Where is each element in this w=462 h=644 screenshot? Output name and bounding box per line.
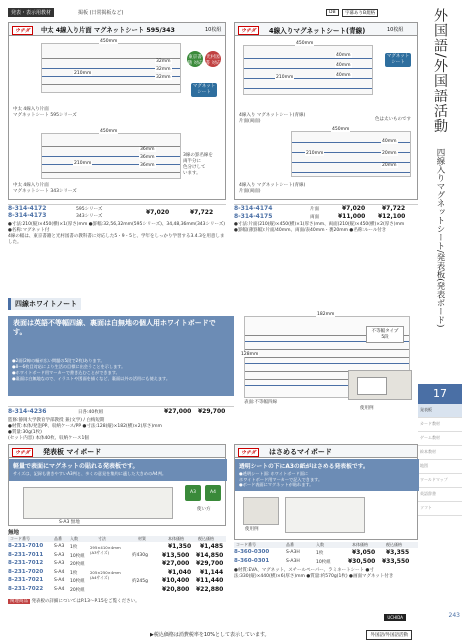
side-item-6[interactable]: 英語辞書 <box>418 488 462 502</box>
price: ¥11,000 <box>338 213 366 220</box>
price: ¥20,800 <box>162 585 190 593</box>
product-header <box>9 23 225 36</box>
th-code: コード番号 <box>236 542 256 547</box>
dim-height-2: 210mm <box>74 161 92 166</box>
whiteboard-lead: 表面は英語不等幅四線、裏面は白無地の個人用ホワイトボードです。 <box>13 319 216 336</box>
th-price-tax: 税込価格 <box>386 542 402 547</box>
price: ¥7,020 <box>146 209 170 216</box>
section-subtitle: 無地 <box>8 530 20 536</box>
spec-text: ●寸法:片面(210(縦)×450(横)×1(厚さ)mm、両面(210(縦)×450(横)×2(厚さ)mm ●罫幅(薄罫幅):片面/40mm、両面/表40mm・裏20mm ●名称:ルール付き <box>234 222 405 233</box>
table-row <box>8 586 226 595</box>
price: ¥1,350 <box>168 543 192 550</box>
th-qty: 入数 <box>316 542 324 547</box>
usage-caption: 使い方 <box>197 507 211 512</box>
product-code: 8-360-0300 <box>234 549 270 555</box>
product-spec: 片面 <box>310 207 319 212</box>
table-header <box>234 542 418 548</box>
product-header <box>235 23 417 36</box>
product-code: 8-231-7012 <box>8 560 44 566</box>
side-item-4[interactable]: 地図 <box>418 460 462 474</box>
sheet-343-diagram <box>41 133 181 179</box>
dim-height-1: 210mm <box>74 71 92 76</box>
price-tax: ¥29,700 <box>198 408 226 415</box>
side-index <box>418 384 462 516</box>
product-title: 中太 4線入り片面 マグネットシート 595/343 <box>41 27 175 34</box>
tax-note: ▶税込価格は消費税率を10%として表示しています。 <box>150 632 270 638</box>
product-qty: 10枚組 <box>316 559 331 565</box>
category-tag: 発表・表示用教材 <box>8 8 54 17</box>
footer-section-label: 外国語/外国語活動 <box>366 630 412 640</box>
product-spec: 両面 <box>310 215 319 220</box>
dim-gap-1a: 32mm <box>156 59 171 64</box>
price: ¥3,050 <box>352 549 376 556</box>
product-panel-2 <box>234 22 418 200</box>
section-header <box>8 298 418 310</box>
tokyo-shoseki-badge: 東京書籍 対応 <box>187 51 203 67</box>
product-model: S-A4 <box>54 578 65 583</box>
table-header <box>8 536 226 542</box>
product-code: 8-360-0301 <box>234 557 270 564</box>
th-material: 材質 <box>138 536 146 541</box>
price-tax: ¥12,100 <box>378 213 406 220</box>
caption-double: 4線入り マグネットシート(青線) 片面(両面) <box>239 183 306 194</box>
th-qty: 入数 <box>70 536 78 541</box>
product-header <box>235 445 417 458</box>
caption-single: 4線入り マグネットシート(青線) 片面(両面) <box>239 113 306 124</box>
price-tax: ¥7,722 <box>190 209 214 216</box>
product-model: S-A3 <box>54 561 65 566</box>
product-model: S-A3 <box>54 552 65 558</box>
th-size: 寸法 <box>98 536 106 541</box>
usage-caption: 使用例 <box>360 406 374 411</box>
magnet-sheet-badge: マグネットシート <box>386 54 410 65</box>
bullet: ●裏面は白無地なので、イラストや図面を描くなど、裏面以外の活用にも使えます。 <box>12 376 171 381</box>
product-intro <box>9 459 227 481</box>
product-header <box>9 445 225 458</box>
price: ¥13,500 <box>162 551 190 559</box>
product-panel-3 <box>8 444 226 526</box>
mitsumura-badge: 光村図書 対応 <box>205 51 221 67</box>
whiteboard-width: 182mm <box>317 312 335 317</box>
brand-logo: ウチダ <box>12 448 33 457</box>
blue-sheet-single-diagram <box>243 45 373 95</box>
photo-caption: S-A3 無地 <box>59 520 80 525</box>
product-bullet: ホワイトボード用マーカーで記入できます。 <box>239 476 323 482</box>
product-lead: 軽量で表面にマグネットの貼れる発表板です。 <box>13 463 139 470</box>
product-model: S-A4 <box>54 586 65 592</box>
price-tax: ¥22,880 <box>196 585 224 593</box>
th-model: 品番 <box>286 542 294 547</box>
usage-photo <box>243 497 279 525</box>
dim-gap-4c: 20mm <box>382 163 397 168</box>
product-qty: 10枚組 <box>70 553 85 559</box>
price-tax: ¥3,355 <box>386 549 410 556</box>
product-model: S-A3H <box>286 550 300 555</box>
chapter-number: 17 <box>418 384 462 404</box>
product-desc: サイズは、記録も書きやすいA3判と、多くの意見を集約に適した大きめのA4判。 <box>13 471 167 476</box>
dim-gap-4a: 40mm <box>382 139 397 144</box>
whiteboard-height: 128mm <box>241 352 259 357</box>
size-a3: 295×410×4mm (A3サイズ) <box>90 545 121 555</box>
product-model: S-A4 <box>54 569 65 575</box>
side-item-1[interactable]: カード教材 <box>418 418 462 432</box>
vertical-title <box>418 0 462 380</box>
related-tag: 関連商品 <box>10 599 28 604</box>
bullet: ●ホワイトボード用マーカーで書き込むことができます。 <box>12 370 120 375</box>
dim-gap-2c: 36mm <box>140 163 155 168</box>
myboard-photo <box>23 487 173 519</box>
usage-photo <box>348 370 412 400</box>
product-bullet: ●ボード表面にマグネットが貼れます。 <box>239 482 314 487</box>
product-code: 8-314-4175 <box>234 213 273 220</box>
whiteboard-front-caption: 表面:不等幅四線 <box>244 400 278 405</box>
price: ¥30,500 <box>348 557 376 565</box>
side-item-2[interactable]: ゲーム教材 <box>418 432 462 446</box>
bullet: ●2面(2線の幅が広い問題の5段で2枚)あります。 <box>12 358 105 363</box>
product-qty: 20枚組 <box>70 587 85 593</box>
dim-gap-1b: 32mm <box>156 67 171 72</box>
product-qty: 10枚組 <box>70 579 85 584</box>
price-tax: ¥7,722 <box>382 205 406 212</box>
product-code: 8-231-7021 <box>8 577 44 583</box>
usage-photo-board <box>357 377 387 395</box>
product-intro <box>235 459 419 491</box>
caption-343: 中太 4線入り片面 マグネットシート 343シリーズ <box>13 183 77 194</box>
product-code: 8-314-4174 <box>234 205 273 212</box>
whiteboard-bullets <box>12 358 232 382</box>
dim-gap-1c: 32mm <box>156 75 171 80</box>
size-a4: 205×250×4mm (A4サイズ) <box>90 570 121 580</box>
product-qty: 1枚 <box>70 570 78 576</box>
uchida-logo: UCHIDA <box>384 614 406 621</box>
dim-gap-2a: 36mm <box>140 147 155 152</box>
bullet: ●8〜6枚目対応により生活の目標に出会うことを示します。 <box>12 364 126 369</box>
product-bullet: ●透明シート面: ホワイトボード面に <box>239 471 309 476</box>
product-title: 4線入りマグネットシート(青線) <box>269 27 366 35</box>
dim-width-3: 450mm <box>296 41 314 46</box>
price: ¥7,020 <box>342 205 366 212</box>
table-row <box>234 549 418 558</box>
product-spec: 日各:40枚組 <box>78 410 104 415</box>
page-number: 243 <box>448 612 460 619</box>
product-spec: 595シリーズ <box>76 207 103 212</box>
magnet-sheet-badge: マグネットシート <box>192 84 216 95</box>
line-color-note: 3線の罫名線を 両半分に 色分けして います。 <box>183 153 213 176</box>
th-price-tax: 税込価格 <box>198 536 214 541</box>
related-note <box>8 598 140 604</box>
price-tax: ¥29,700 <box>196 560 224 567</box>
product-qty: 20枚組 <box>70 562 85 567</box>
price: ¥1,040 <box>168 568 192 576</box>
brand-logo: ウチダ <box>238 448 259 457</box>
product-code: 8-231-7020 <box>8 568 44 575</box>
product-panel-4 <box>234 444 418 540</box>
product-code: 8-231-7011 <box>8 551 44 558</box>
brand-logo: ウチダ <box>238 26 259 35</box>
price: ¥10,400 <box>162 577 190 584</box>
spec-text: ●材質:EVA、マグネット、スチールペーパー、ラミネートシート ●寸法:330(縦)×440(横)×6(厚さ)mm ●質量:約570g(1枚) ●画面マグネット付き <box>234 568 394 579</box>
spec-text: 監修:静岡大学教育学部教授 兼(文学) / 白梅短期 ●材質:本体/発泡PP、収納ケース/PP ●寸法:128(縦)×182(横)×2(厚さ)mm ●質量:30g(1枚) (セット内容) 本体40枚、収納ケース1個 <box>8 418 162 441</box>
product-title: はさめるマイボード <box>269 448 332 456</box>
dim-gap-3c: 40mm <box>336 73 351 78</box>
side-item-5[interactable]: ワールドマップ <box>418 474 462 488</box>
th-price: 本体価格 <box>352 542 368 547</box>
side-item-0[interactable]: 発表板 <box>418 404 462 418</box>
dim-gap-2b: 36mm <box>140 155 155 160</box>
weight-a3: 約430g <box>132 553 148 558</box>
dim-height-4: 210mm <box>306 151 324 156</box>
product-code: 8-314-4172 <box>8 205 47 212</box>
caption-595: 中太 4線入り片面 マグネットシート 595シリーズ <box>13 107 77 118</box>
chapter-subtitle: 四線入りマグネットシート/発表板(発表ボード) <box>435 148 445 328</box>
product-pack-tag: 10枚組 <box>205 27 222 33</box>
dim-width-2: 450mm <box>100 129 118 134</box>
weight-a4: 約245g <box>132 579 148 584</box>
th-code: コード番号 <box>10 536 30 541</box>
product-code: 8-314-4236 <box>8 408 47 415</box>
a3-badge: A3 <box>185 485 201 501</box>
hasameru-table <box>234 549 418 566</box>
a4-badge: A4 <box>205 485 221 501</box>
product-model: S-A3 <box>54 544 65 549</box>
product-spec: 343シリーズ <box>76 214 103 219</box>
side-item-7[interactable]: ソフト <box>418 502 462 516</box>
side-item-3[interactable]: 絵本教材 <box>418 446 462 460</box>
section-title: 四線ホワイトノート <box>8 298 81 310</box>
product-model: S-A3H <box>286 558 300 564</box>
brand-logo: ウチダ <box>12 26 33 35</box>
line-weight-note: 色は太いものです <box>375 117 411 122</box>
product-pack-tag: 10枚組 <box>387 27 404 33</box>
product-qty: 1枚 <box>70 545 78 550</box>
uneven-type-note: 不等幅タイプ 5段 <box>366 326 404 343</box>
divider <box>8 406 234 407</box>
price: ¥27,000 <box>162 560 190 567</box>
product-code: 8-231-7010 <box>8 543 44 549</box>
table-row <box>8 560 226 569</box>
product-lead: 透明シートの下にA3の紙がはさめる発表板です。 <box>239 464 369 470</box>
dim-gap-3b: 40mm <box>336 63 351 68</box>
subcategory-tag: 掲板 (日常掲板など) <box>78 10 124 16</box>
chapter-title: 外国語/外国語活動 <box>432 8 448 134</box>
top-strip <box>8 8 418 18</box>
product-title: 発表板 マイボード <box>43 448 102 456</box>
db-tag: DB <box>326 9 339 16</box>
product-code: 8-314-4173 <box>8 212 47 219</box>
related-text: 発表板の詳細についてはP.13～P.15をご覧ください。 <box>31 599 140 604</box>
price-tax: ¥1,485 <box>200 543 224 550</box>
dim-gap-4b: 20mm <box>382 151 397 156</box>
price: ¥27,000 <box>164 408 192 415</box>
price-tax: ¥1,144 <box>200 568 224 576</box>
price-tax: ¥14,850 <box>196 551 224 559</box>
product-code: 8-231-7022 <box>8 585 44 592</box>
product-qty: 1枚 <box>316 551 324 556</box>
table-row <box>234 558 418 567</box>
dim-width-4: 450mm <box>332 127 350 132</box>
product-panel-1 <box>8 22 226 200</box>
dim-height-3: 210mm <box>276 75 294 80</box>
price-tax: ¥33,550 <box>382 557 410 565</box>
price-tax: ¥11,440 <box>196 577 224 584</box>
usage-caption: 使用例 <box>245 527 259 532</box>
dim-width-1: 450mm <box>100 39 118 44</box>
th-price: 本体価格 <box>168 536 184 541</box>
hasameru-board-photo <box>285 497 365 533</box>
subtitle-tag: 字幕ありB規格 <box>342 9 378 17</box>
dim-gap-3a: 40mm <box>336 53 351 58</box>
th-model: 品番 <box>54 536 62 541</box>
spec-text: ●寸法:210(縦)×450(横)×1(厚さ)mm ●罫幅:32,56,32mm(595シリーズ)、34,48,36mm(343シリーズ) ●名称:マグネット付 4線の幅は、東京書籍と光村図書の教科書に対応した5・9・5と、学年をしっかり学習する3.4.3を用意しました。 <box>8 222 226 245</box>
